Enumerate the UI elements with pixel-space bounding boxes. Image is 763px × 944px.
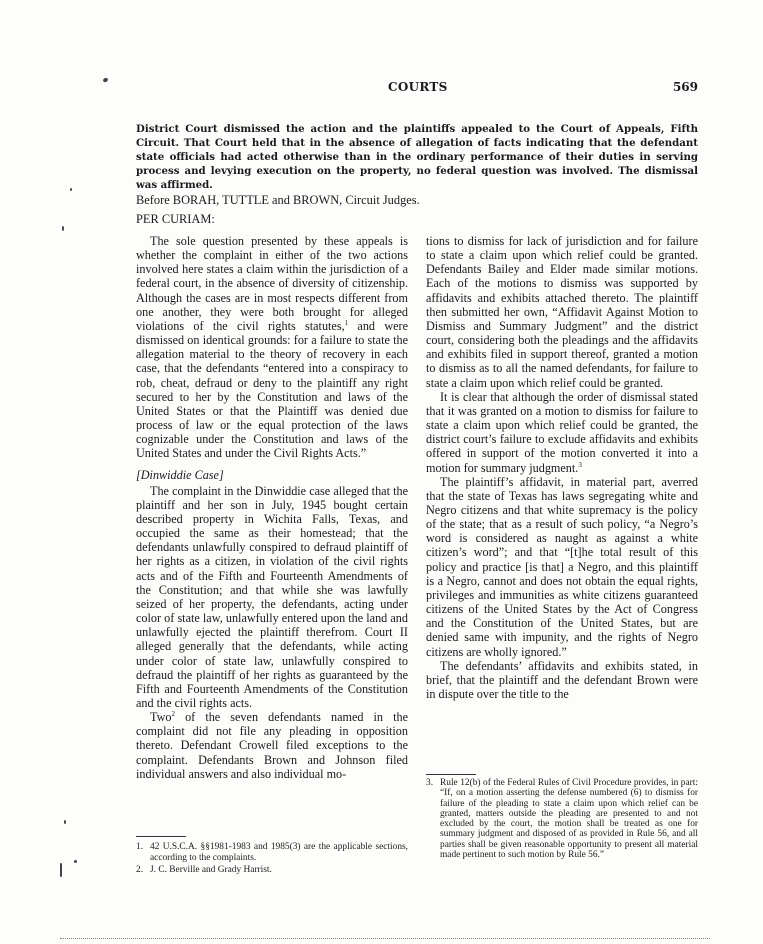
scan-speck xyxy=(102,77,108,83)
footnote-number: 1. xyxy=(136,842,144,852)
paragraph-text: Two xyxy=(150,710,172,725)
footnote xyxy=(136,865,408,876)
page-header xyxy=(136,80,698,100)
paragraph xyxy=(426,390,698,475)
footnote-divider xyxy=(426,774,476,775)
scan-edge xyxy=(60,938,710,939)
scan-speck xyxy=(74,860,77,863)
paragraph: The plaintiff’s affidavit, in material part, averred that the state of Texas has laws segregating white and Negro citizens and that white supremacy is the policy of the state; that as a result of such policy, “a Negro’s word is considered as naught as against a white citizen’s word”; and that “[t]he total result of this policy and practice [is that] a Negro, and this plaintiff is a Negro, cannot and does not obtain the equal rights, privileges and immunities as white citizens guaranteed citizens of the United States by the Act of Congress and the Constitution of the United States, but are denied same with impunity, and the rights of Negro citizens are wholly ignored.” xyxy=(426,474,698,659)
footnote-ref: 2 xyxy=(171,710,175,719)
paragraph: The complaint in the Dinwiddie case alleged that the plaintiff and her son in July, 1945 bought certain described property in Wichita Falls, Texas, and occupied the same as their homestead; that the defendants unlawfully conspired to defraud plaintiff of her rights as a citizen, in violation of the civil rights acts and of the Fifth and Fourteenth Amendments of the Constitution; and that while she was lawfully seized of her property, the defendants, acting under color of state law, unlawfully entered upon the land and unlawfully ejected the plaintiff therefrom. Court II alleged generally that the defendants, while acting under color of state law, unlawfully conspired to defraud the plaintiff of her rights as guaranteed by the Fifth and Fourteenth Amendments of the Constitution and the civil rights acts. xyxy=(136,483,408,710)
paragraph: tions to dismiss for lack of jurisdiction and for failure to state a claim upon which relief could be granted. Defendants Bailey and Elder made similar motions. Each of the motions to dismiss was supported by affidavits and exhibits attached thereto. The plaintiff then submitted her own, “Affidavit Against Motion to Dismiss and Summary Judgment” and the district court, considering both the pleadings and the affidavits and exhibits filed in support thereof, granted a motion to dismiss as to all the named defendants, for failure to state a claim upon which relief could be granted. xyxy=(426,234,698,390)
footnote-ref: 3 xyxy=(578,460,582,469)
page-number: 569 xyxy=(672,80,698,94)
footnotes-right xyxy=(426,778,698,861)
scan-speck xyxy=(64,820,66,824)
running-title: COURTS xyxy=(388,80,448,94)
judges-line: Before BORAH, TUTTLE and BROWN, Circuit Judges. xyxy=(136,193,420,207)
paragraph-text: The sole question presented by these appeals is whether the complaint in either of the two actions involved here states a claim within the jurisdiction of a federal court, in the absence of diversity of citizenship. Although the cases are in most respects different from one another, they were both brought for alleged violations of the civil rights statutes, xyxy=(136,234,408,333)
left-column xyxy=(136,234,408,781)
paragraph xyxy=(136,234,408,461)
footnote-text: 42 U.S.C.A. §§1981-1983 and 1985(3) are the applicable sections, according to the complaints. xyxy=(150,842,408,863)
per-curiam-heading: PER CURIAM: xyxy=(136,212,215,226)
footnote xyxy=(426,778,698,860)
right-column xyxy=(426,234,698,701)
paragraph-text: and were dismissed on identical grounds: for a failure to state the allegation material to the theory of recovery in each case, that the defendants “entered into a conspiracy to rob, cheat, defraud or deny to the plaintiff any right secured to her by the Constitution and laws of the United States or that the Plaintiff was denied due process of law or the equal protection of the laws cognizable under the Constitution and laws of the United States and under the Civil Rights Acts.” xyxy=(136,318,408,461)
paragraph-text: of the seven defendants named in the complaint did not file any pleading in opposition thereto. Defendant Crowell filed exceptions to the complaint. Defendants Brown and Johnson filed individual answers and also individual mo- xyxy=(136,710,408,781)
footnote-text: Rule 12(b) of the Federal Rules of Civil Procedure provides, in part: “If, on a motion asserting the defense numbered (6) to dismiss for failure of the pleading to state a claim upon which relief can be granted, matters outside the pleading are presented to and not excluded by the court, the motion shall be treated as one for summary judgment and disposed of as provided in Rule 56, and all parties shall be given reasonable opportunity to present all material made pertinent to such motion by Rule 56.” xyxy=(440,778,698,861)
scan-speck xyxy=(70,188,72,191)
headnote: District Court dismissed the action and the plaintiffs appealed to the Court of Appeals, Fifth Circuit. That Court held that in the absence of allegation of facts indicating that the defendant state officials had acted otherwise than in the ordinary performance of their duties in serving process and levying execution on the property, no federal question was involved. The dismissal was affirmed. xyxy=(136,123,698,191)
footnote-divider xyxy=(136,836,186,837)
paragraph xyxy=(136,710,408,781)
scan-speck xyxy=(60,863,62,877)
scan-speck xyxy=(62,226,64,231)
footnote-number: 2. xyxy=(136,865,144,875)
paragraph: The defendants’ affidavits and exhibits stated, in brief, that the plaintiff and the defendant Brown were in dispute over the title to the xyxy=(426,658,698,701)
section-heading: [Dinwiddie Case] xyxy=(136,467,224,482)
footnotes-left xyxy=(136,842,408,877)
footnote-number: 3. xyxy=(426,778,434,788)
footnote-ref: 1 xyxy=(344,318,349,327)
footnote-text: J. C. Berville and Grady Harrist. xyxy=(150,865,272,875)
footnote xyxy=(136,842,408,864)
paragraph-text: It is clear that although the order of dismissal stated that it was granted on a motion to dismiss for failure to state a claim upon which relief could be granted, the district court’s failure to exclude affidavits and exhibits offered in support of the motion converted it into a motion for summary judgment. xyxy=(426,389,698,475)
